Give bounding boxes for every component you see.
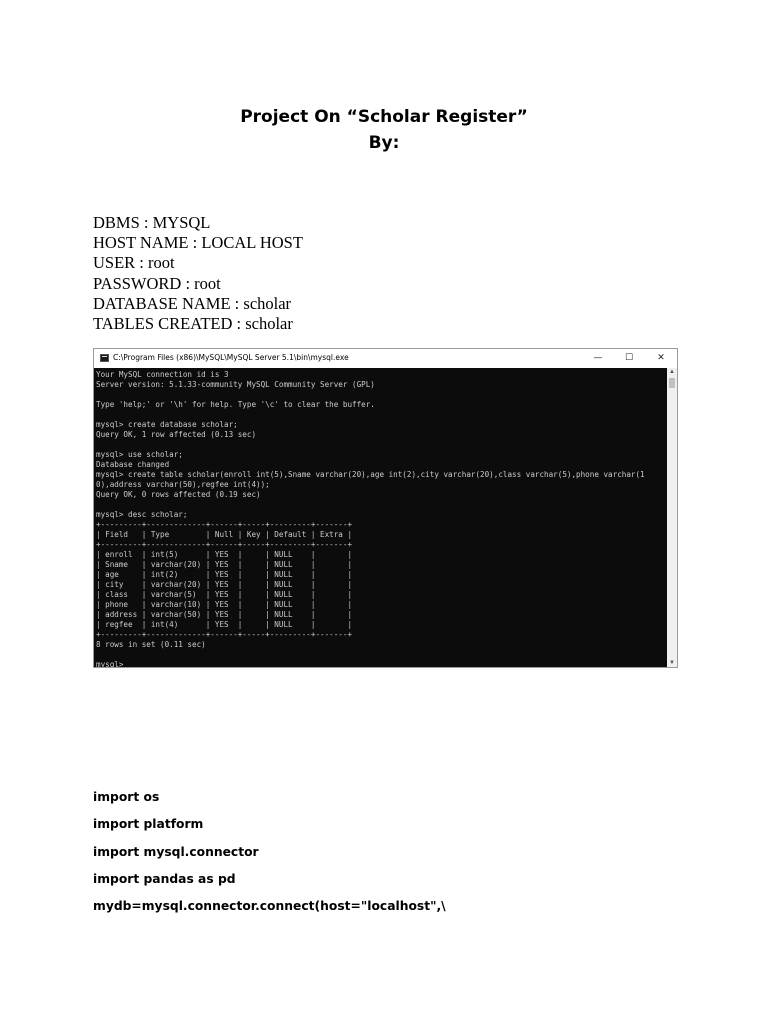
terminal-line (96, 440, 666, 450)
terminal-line: 0),address varchar(50),regfee int(4)); (96, 480, 270, 489)
scrollbar-thumb[interactable] (669, 378, 675, 388)
terminal-line (96, 650, 666, 660)
info-line: USER : root (93, 253, 175, 273)
terminal-line: Query OK, 0 rows affected (0.19 sec) (96, 490, 261, 499)
terminal-line (96, 390, 666, 400)
terminal-line: mysql> create database scholar; (96, 420, 238, 429)
info-block (93, 213, 303, 334)
info-line: PASSWORD : root (93, 273, 221, 293)
terminal-line: Query OK, 1 row affected (0.13 sec) (96, 430, 257, 439)
code-line: mydb=mysql.connector.connect(host="localhost",\ (93, 899, 446, 914)
info-line: HOST NAME : LOCAL HOST (93, 233, 303, 253)
document-subtitle: By: (368, 133, 400, 153)
terminal-line: Server version: 5.1.33-community MySQL Community Server (GPL) (96, 380, 375, 389)
terminal-line (96, 410, 666, 420)
terminal-line: | regfee | int(4) | YES | | NULL | | (96, 620, 353, 629)
terminal-line: Your MySQL connection id is 3 (96, 370, 229, 379)
terminal-line: | Field | Type | Null | Key | Default | Extra | (96, 530, 353, 539)
terminal-line: | address | varchar(50) | YES | | NULL | | (96, 610, 353, 619)
terminal-line: | Sname | varchar(20) | YES | | NULL | | (96, 560, 353, 569)
minimize-icon[interactable]: — (593, 353, 603, 363)
scroll-up-icon[interactable]: ▲ (669, 369, 675, 375)
terminal-line: +---------+-------------+------+-----+---------+-------+ (96, 630, 353, 639)
info-line: TABLES CREATED : scholar (93, 314, 293, 334)
terminal-line: Type 'help;' or '\h' for help. Type '\c' to clear the buffer. (96, 400, 375, 409)
terminal-line: +---------+-------------+------+-----+---------+-------+ (96, 540, 353, 549)
terminal-titlebar (94, 349, 677, 368)
terminal-window-title: C:\Program Files (x86)\MySQL\MySQL Server 5.1\bin\mysql.exe (113, 353, 349, 362)
close-icon[interactable]: ✕ (657, 353, 665, 363)
terminal-line: | city | varchar(20) | YES | | NULL | | (96, 580, 353, 589)
terminal-line: 8 rows in set (0.11 sec) (96, 640, 206, 649)
document-title: Project On “Scholar Register” (240, 107, 528, 127)
terminal-line: | age | int(2) | YES | | NULL | | (96, 570, 353, 579)
console-app-icon (100, 354, 109, 362)
info-line: DATABASE NAME : scholar (93, 293, 292, 313)
terminal-output (96, 370, 666, 668)
code-block (93, 790, 446, 926)
terminal-line: Database changed (96, 460, 170, 469)
terminal-line: mysql> (96, 660, 124, 668)
terminal-line: mysql> desc scholar; (96, 510, 188, 519)
terminal-line: +---------+-------------+------+-----+---------+-------+ (96, 520, 353, 529)
terminal-line: mysql> create table scholar(enroll int(5),Sname varchar(20),age int(2),city varchar(20),class varchar(5),phone varchar(1 (96, 470, 645, 479)
maximize-icon[interactable]: ☐ (624, 353, 634, 363)
info-line: DBMS : MYSQL (93, 213, 211, 232)
code-line: import pandas as pd (93, 871, 236, 886)
terminal-scrollbar[interactable] (667, 368, 677, 667)
terminal-screenshot (93, 348, 678, 668)
scroll-down-icon[interactable]: ▼ (669, 660, 675, 666)
code-line: import platform (93, 817, 204, 832)
terminal-line (96, 500, 666, 510)
terminal-line: | class | varchar(5) | YES | | NULL | | (96, 590, 353, 599)
terminal-line: mysql> use scholar; (96, 450, 183, 459)
code-line: import os (93, 790, 160, 804)
terminal-line: | enroll | int(5) | YES | | NULL | | (96, 550, 353, 559)
code-line: import mysql.connector (93, 844, 259, 859)
terminal-line: | phone | varchar(10) | YES | | NULL | | (96, 600, 353, 609)
